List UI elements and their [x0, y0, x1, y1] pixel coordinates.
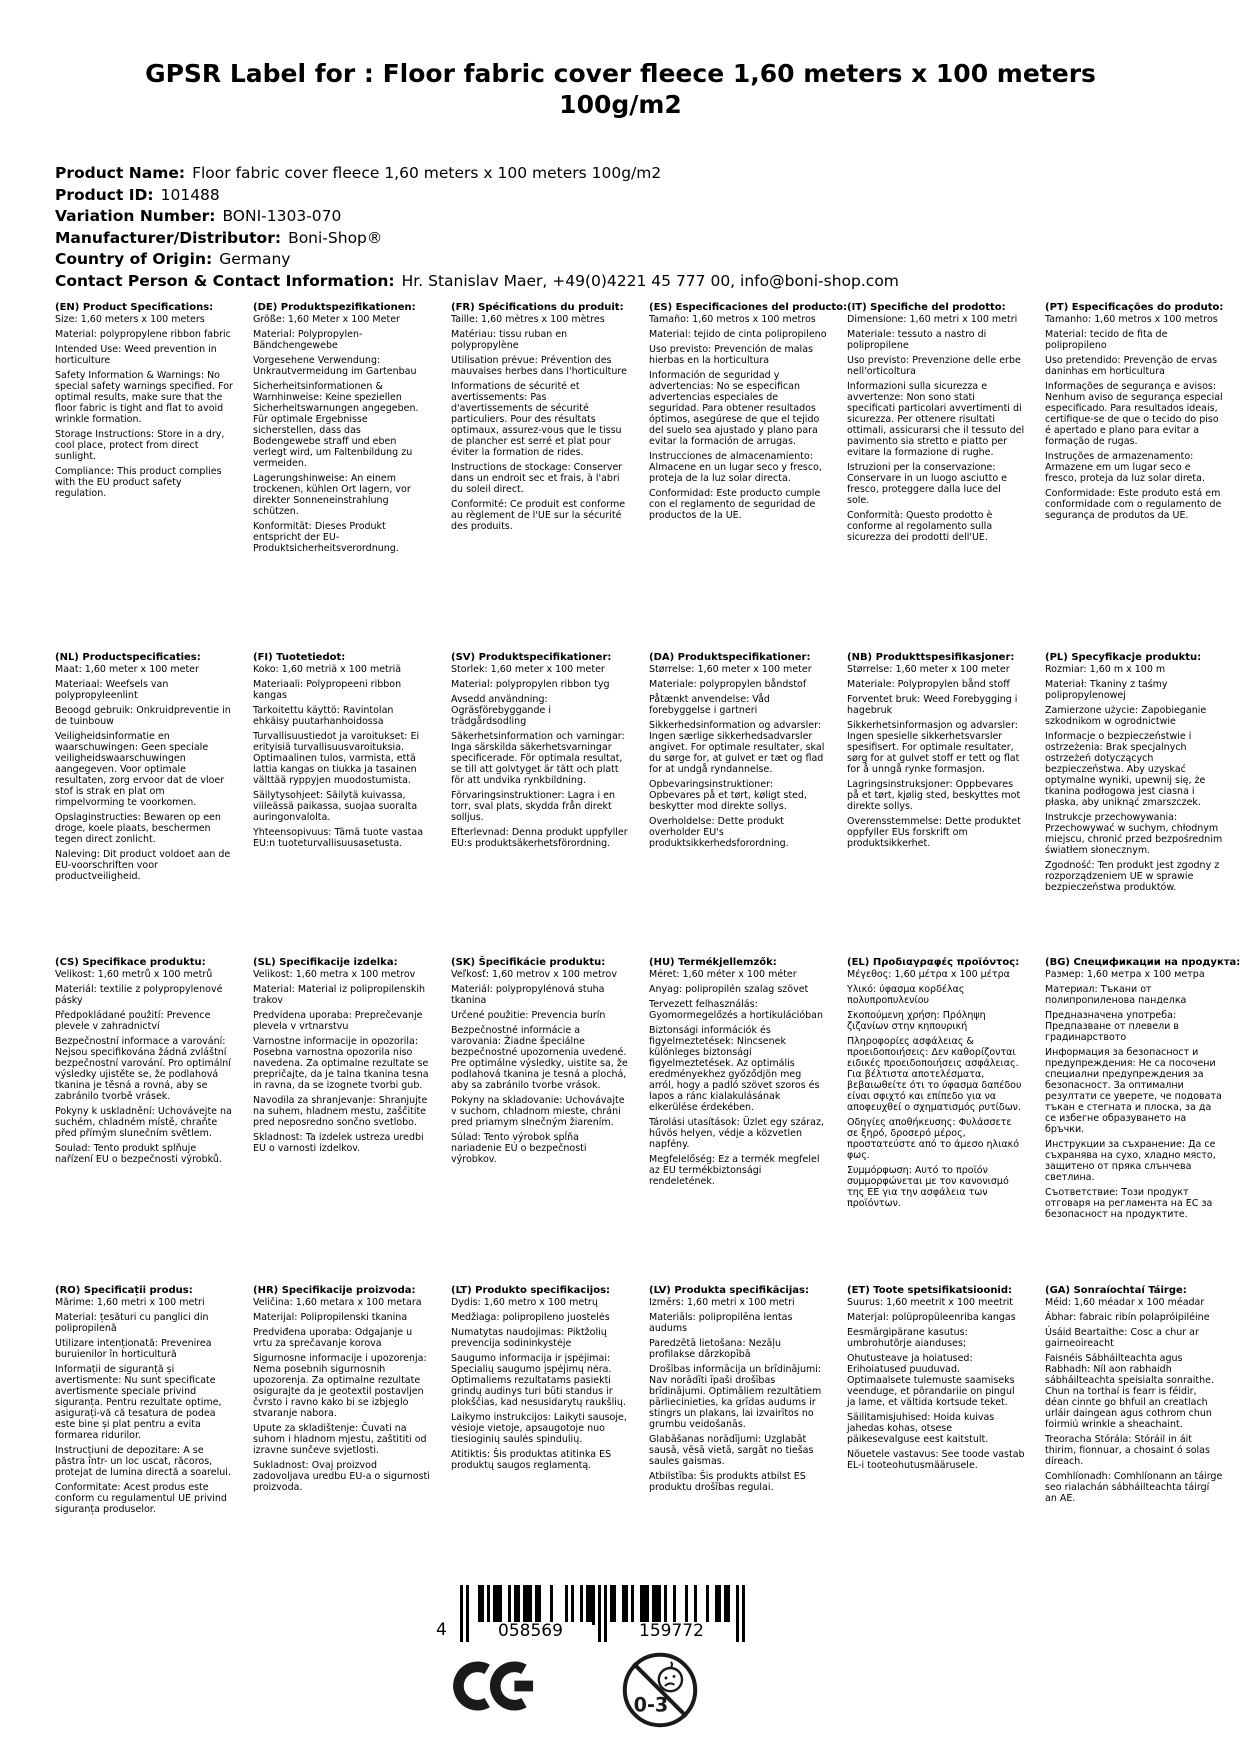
- ce-marking-icon: [452, 1658, 540, 1714]
- spec-block-ro: [55, 1285, 233, 1519]
- spec-paragraph: Glabāšanas norādījumi: Uzglabāt sausā, vēsā vietā, sargāt no tiešas saules gaismas.: [649, 1434, 814, 1467]
- spec-paragraph: Efterlevnad: Denna produkt uppfyller EU:s produktsäkerhetsförordning.: [451, 827, 628, 849]
- spec-paragraph: Sukladnost: Ovaj proizvod zadovoljava uredbu EU-a o sigurnosti proizvoda.: [253, 1460, 430, 1493]
- spec-paragraph: Zamierzone użycie: Zapobieganie szkodnikom w ogrodnictwie: [1045, 705, 1207, 727]
- spec-paragraph: Materiaali: Polypropeeni ribbon kangas: [253, 679, 402, 701]
- spec-block-body: [1045, 1297, 1223, 1504]
- spec-block-title: (SV) Produktspecifikationer:: [451, 652, 612, 663]
- spec-paragraph: Informacje o bezpieczeństwie i ostrzeżenia: Brak specjalnych ostrzeżeń dotyczących bezpieczeństwa. Aby uzyskać optymalne wyniki, upewnij się, że tkanina podłogowa jest ciasna i płaska, aby uniknąć zmarszczek.: [1045, 731, 1206, 808]
- spec-block-et: [847, 1285, 1025, 1519]
- spec-paragraph: Upute za skladištenje: Čuvati na suhom i hladnom mjestu, zaštititi od izravne sunčeve svjetlosti.: [253, 1423, 427, 1456]
- spec-row-1: [55, 302, 1223, 558]
- spec-block-body: [55, 664, 233, 882]
- svg-text:0-3: 0-3: [633, 1693, 669, 1717]
- spec-block-lt: [451, 1285, 629, 1519]
- spec-block-title: (ET) Toote spetsifikatsioonid:: [847, 1285, 1013, 1296]
- info-value: BONI-1303-070: [222, 207, 342, 226]
- spec-paragraph: Dydis: 1,60 metro x 100 metrų: [451, 1297, 598, 1308]
- spec-paragraph: Laikymo instrukcijos: Laikyti sausoje, vėsioje vietoje, apsaugotoje nuo tiesioginių saulės spindulių.: [451, 1412, 627, 1445]
- spec-paragraph: Comhlíonadh: Comhlíonann an táirge seo rialachán sábháilteachta táirgí an AE.: [1045, 1471, 1223, 1504]
- spec-paragraph: Tárolási utasítások: Üzlet egy száraz, hűvös helyen, védje a közvetlen napfény.: [649, 1117, 824, 1150]
- spec-paragraph: Opbevaringsinstruktioner: Opbevares på et tørt, køligt sted, beskytter mod direkte sollys.: [649, 779, 807, 812]
- spec-paragraph: Säilitamisjuhised: Hoida kuivas jahedas kohas, otsese päikesevalguse eest kaitstult.: [847, 1412, 995, 1445]
- spec-paragraph: Förvaringsinstruktioner: Lagra i en torr, sval plats, skydda från direkt solljus.: [451, 790, 616, 823]
- spec-block-body: [253, 664, 431, 849]
- spec-paragraph: Bezpečnostné informácie a varovania: Žiadne špeciálne bezpečnostné upozornenia uvedené. Pre optimálne výsledky, uistite sa, že podlahová tkanina je tesná a plochá, aby sa zabránilo tvorbe vrások.: [451, 1025, 628, 1091]
- spec-paragraph: Materijal: Polipropilenski tkanina: [253, 1312, 408, 1323]
- spec-paragraph: Material: tejido de cinta polipropileno: [649, 329, 827, 340]
- spec-block-title: (NL) Productspecificaties:: [55, 652, 201, 663]
- info-row-product-name: [55, 163, 899, 185]
- spec-block-title: (SK) Špecifikácie produktu:: [451, 957, 606, 968]
- spec-paragraph: Uso previsto: Prevenzione delle erbe nell'orticoltura: [847, 355, 1021, 377]
- info-row-manufacturer: [55, 228, 899, 250]
- spec-block-body: [1045, 314, 1223, 521]
- spec-block-hu: [649, 957, 827, 1224]
- spec-paragraph: Velikost: 1,60 metra x 100 metrov: [253, 969, 416, 980]
- spec-paragraph: Avsedd användning: Ogräsförebyggande i trädgårdsodling: [451, 694, 551, 727]
- spec-paragraph: Drošības informācija un brīdinājumi: Nav norādīti īpaši drošības brīdinājumi. Optimāliem rezultātiem pārliecinieties, ka grīdas audums ir stingrs un plakans, lai izvairītos no grumbu veidošanās.: [649, 1364, 822, 1430]
- spec-paragraph: Treoracha Stórála: Stóráil in áit thirim, fionnuar, a chosaint ó solas díreach.: [1045, 1434, 1210, 1467]
- spec-block-body: [847, 1297, 1025, 1471]
- spec-paragraph: Υλικό: ύφασμα κορδέλας πολυπροπυλενίου: [847, 984, 965, 1006]
- spec-paragraph: Lagringsinstruksjoner: Oppbevares på et tørt, kjølig sted, beskyttes mot direkte sollys.: [847, 779, 1021, 812]
- spec-paragraph: Istruzioni per la conservazione: Conservare in un luogo asciutto e fresco, proteggere dalla luce del sole.: [847, 462, 1008, 506]
- spec-paragraph: Sicherheitsinformationen & Warnhinweise: Keine speziellen Sicherheitswarnungen angegeben. Für optimale Ergebnisse sicherstellen, dass das Bodengewebe straff und eben verlegt wird, um Faltenbildung zu vermeiden.: [253, 381, 419, 469]
- spec-paragraph: Informations de sécurité et avertissements: Pas d'avertissements de sécurité particuliers. Pour des résultats optimaux, assurez-vous que le tissu de plancher est serré et plat pour éviter la formation de rides.: [451, 381, 622, 458]
- spec-paragraph: Sigurnosne informacije i upozorenja: Nema posebnih sigurnosnih upozorenja. Za optimalne rezultate osigurajte da je geotextil postavljen čvrsto i ravno kako bi se izbjeglo stvaranje nabora.: [253, 1353, 427, 1419]
- spec-paragraph: Säilytysohjeet: Säilytä kuivassa, viileässä paikassa, suojaa suoralta auringonvalolta.: [253, 790, 418, 823]
- spec-block-title: (FI) Tuotetiedot:: [253, 652, 346, 663]
- spec-block-body: [451, 314, 629, 532]
- spec-block-title: (PL) Specyfikacje produktu:: [1045, 652, 1202, 663]
- spec-block-body: [1045, 664, 1223, 893]
- info-label: Country of Origin:: [55, 250, 213, 269]
- spec-block-body: [649, 1297, 827, 1493]
- spec-paragraph: Sikkerhedsinformation og advarsler: Ingen særlige sikkerhedsadvarsler angivet. For optimale resultater, skal du sørge for, at gulvet er tæt og flad for at undgå ryndannelse.: [649, 720, 825, 775]
- spec-paragraph: Uso pretendido: Prevenção de ervas daninhas em horticultura: [1045, 355, 1218, 377]
- spec-block-da: [649, 652, 827, 897]
- spec-block-body: [253, 314, 431, 554]
- spec-paragraph: Ábhar: fabraic ribín polapróipiléine: [1045, 1312, 1210, 1323]
- spec-paragraph: Materiale: tessuto a nastro di polipropilene: [847, 329, 987, 351]
- spec-paragraph: Información de seguridad y advertencias: No se especifican advertencias especiales de seguridad. Para obtener resultados óptimos, asegúrese de que el tejido del suelo sea ajustado y plano para evitar la formación de arrugas.: [649, 370, 820, 447]
- spec-block-body: [55, 314, 233, 499]
- spec-paragraph: Medžiaga: polipropileno juostelės: [451, 1312, 610, 1323]
- info-label: Contact Person & Contact Information:: [55, 271, 395, 290]
- spec-block-sl: [253, 957, 431, 1224]
- spec-paragraph: Overholdelse: Dette produkt overholder EU's produktsikkerhedsforordning.: [649, 816, 789, 849]
- spec-row-4: [55, 1285, 1223, 1519]
- spec-paragraph: Utilisation prévue: Prévention des mauvaises herbes dans l'horticulture: [451, 355, 627, 377]
- info-value: Floor fabric cover fleece 1,60 meters x 100 meters 100g/m2: [192, 164, 662, 182]
- spec-paragraph: Veiligheidsinformatie en waarschuwingen: Geen speciale veiligheidswaarschuwingen aangegeven. Voor optimale resultaten, zorg ervoor dat de vloer stof is strak en plat om rimpelvorming te voorkomen.: [55, 731, 225, 808]
- info-row-product-id: [55, 185, 899, 207]
- spec-block-lv: [649, 1285, 827, 1519]
- spec-block-title: (DE) Produktspezifikationen:: [253, 302, 416, 313]
- spec-paragraph: Forventet bruk: Weed Forebygging i hagebruk: [847, 694, 1018, 716]
- info-row-contact: [55, 271, 899, 293]
- spec-block-fi: [253, 652, 431, 897]
- spec-paragraph: Materiale: Polypropylen bånd stoff: [847, 679, 1010, 690]
- spec-paragraph: Rozmiar: 1,60 m x 100 m: [1045, 664, 1166, 675]
- spec-paragraph: Instruções de armazenamento: Armazene em um lugar seco e fresco, proteja da luz solar direta.: [1045, 451, 1205, 484]
- ean13-barcode: [436, 1585, 745, 1649]
- spec-paragraph: Informazioni sulla sicurezza e avvertenze: Non sono stati specificati particolari avvertimenti di sicurezza. Per ottenere risultati ottimali, assicurarsi che il tessuto del pavimento sia stretto e piatto per evitare la formazione di rughe.: [847, 381, 1025, 458]
- spec-paragraph: Opslaginstructies: Bewaren op een droge, koele plaats, beschermen tegen direct zonlicht.: [55, 812, 221, 845]
- spec-paragraph: Συμμόρφωση: Αυτό το προϊόν συμμορφώνεται με τον κανονισμό της ΕΕ για την ασφάλεια των προϊόντων.: [847, 1165, 1009, 1209]
- spec-block-nl: [55, 652, 233, 897]
- info-label: Variation Number:: [55, 207, 216, 226]
- spec-block-body: [649, 969, 827, 1187]
- spec-paragraph: Ohutusteave ja hoiatused: Erihoiatused puuduvad. Optimaalsete tulemuste saamiseks veenduge, et põrandariie on pingul ja lame, et vältida kortsude teket.: [847, 1353, 1015, 1408]
- spec-paragraph: Conformité: Ce produit est conforme au règlement de l'UE sur la sécurité des produits.: [451, 499, 626, 532]
- spec-paragraph: Predvidena uporaba: Preprečevanje plevela v vrtnarstvu: [253, 1010, 423, 1032]
- spec-block-title: (FR) Spécifications du produit:: [451, 302, 624, 313]
- spec-paragraph: Informações de segurança e avisos: Nenhum aviso de segurança especial especificado. Para resultados ideais, certifique-se de que o tecido do piso é apertado e plano para evitar a formação de rugas.: [1045, 381, 1223, 447]
- spec-paragraph: Suurus: 1,60 meetrit x 100 meetrit: [847, 1297, 1014, 1308]
- barcode-digits-group2: 159772: [610, 1622, 733, 1641]
- spec-paragraph: Pokyny na skladovanie: Uchovávajte v suchom, chladnom mieste, chráni pred priamym slnečným žiarením.: [451, 1095, 625, 1128]
- spec-block-body: [253, 1297, 431, 1493]
- spec-block-hr: [253, 1285, 431, 1519]
- barcode-digit-left: 4: [436, 1620, 447, 1640]
- spec-block-body: [1045, 969, 1223, 1220]
- spec-paragraph: Méret: 1,60 méter x 100 méter: [649, 969, 797, 980]
- info-label: Manufacturer/Distributor:: [55, 228, 282, 247]
- spec-block-title: (IT) Specifiche del prodotto:: [847, 302, 1006, 313]
- spec-paragraph: Veličina: 1,60 metara x 100 metara: [253, 1297, 422, 1308]
- spec-paragraph: Storlek: 1,60 meter x 100 meter: [451, 664, 605, 675]
- spec-block-title: (BG) Спецификации на продукта:: [1045, 957, 1241, 968]
- spec-paragraph: Beoogd gebruik: Onkruidpreventie in de tuinbouw: [55, 705, 231, 727]
- spec-paragraph: Utilizare intenționată: Prevenirea buruienilor în horticultură: [55, 1338, 212, 1360]
- spec-paragraph: Faisnéis Sábháilteachta agus Rabhadh: Níl aon rabhaidh sábháilteachta speisialta sonraithe. Chun na torthaí is fearr is féidir, déan cinnte go bhfuil an creatlach urláir daingean agus cothrom chun foirmiú wrinkle a sheachaint.: [1045, 1353, 1214, 1430]
- spec-paragraph: Velikost: 1,60 metrů x 100 metrů: [55, 969, 213, 980]
- spec-paragraph: Atitiktis: Šis produktas atitinka ES produktų saugos reglamentą.: [451, 1449, 612, 1471]
- spec-block-ga: [1045, 1285, 1223, 1519]
- spec-block-body: [253, 969, 431, 1154]
- spec-paragraph: Biztonsági információk és figyelmeztetések: Nincsenek különleges biztonsági figyelmeztetések. Az optimális eredményekhez győződjön meg arról, hogy a padló szövet szoros és lapos a ránc kialakulásának elkerülése érdekében.: [649, 1025, 820, 1113]
- spec-paragraph: Предназначена употреба: Предпазване от плевели в градинарството: [1045, 1010, 1179, 1043]
- spec-paragraph: Numatytas naudojimas: Piktžolių prevencija sodininkystėje: [451, 1327, 607, 1349]
- spec-paragraph: Overensstemmelse: Dette produktet oppfyller EUs forskrift om produktsikkerhet.: [847, 816, 1021, 849]
- spec-paragraph: Intended Use: Weed prevention in horticulture: [55, 344, 217, 366]
- spec-paragraph: Materiale: polypropylen båndstof: [649, 679, 807, 690]
- spec-block-title: (DA) Produktspecifikationer:: [649, 652, 811, 663]
- spec-paragraph: Maat: 1,60 meter x 100 meter: [55, 664, 199, 675]
- spec-paragraph: Bezpečnostní informace a varování: Nejsou specifikována žádná zvláštní bezpečnostní varování. Pro optimální výsledky ujistěte se, že podlahová tkanina je těsná a rovná, aby se zabránilo tvorbě vrásek.: [55, 1036, 231, 1102]
- spec-paragraph: Μέγεθος: 1,60 μέτρα x 100 μέτρα: [847, 969, 1010, 980]
- spec-paragraph: Anyag: polipropilén szalag szövet: [649, 984, 809, 995]
- spec-paragraph: Conformità: Questo prodotto è conforme al regolamento sulla sicurezza dei prodotti dell'UE.: [847, 510, 993, 543]
- spec-block-body: [55, 1297, 233, 1515]
- spec-block-nb: [847, 652, 1025, 897]
- spec-block-it: [847, 302, 1025, 558]
- spec-block-body: [55, 969, 233, 1165]
- spec-paragraph: Konformität: Dieses Produkt entspricht der EU-Produktsicherheitsverordnung.: [253, 521, 399, 554]
- spec-block-title: (LV) Produkta specifikācijas:: [649, 1285, 809, 1296]
- spec-block-body: [451, 1297, 629, 1471]
- spec-block-title: (SL) Specifikacije izdelka:: [253, 957, 398, 968]
- spec-paragraph: Materiál: polypropylénová stuha tkanina: [451, 984, 605, 1006]
- spec-paragraph: Izmērs: 1,60 metri x 100 metri: [649, 1297, 795, 1308]
- spec-paragraph: Conformidad: Este producto cumple con el reglamento de seguridad de productos de la UE.: [649, 488, 821, 521]
- spec-paragraph: Materiál: textilie z polypropylenové pásky: [55, 984, 223, 1006]
- spec-block-title: (EN) Product Specifications:: [55, 302, 214, 313]
- spec-paragraph: Uso previsto: Prevención de malas hierbas en la horticultura: [649, 344, 813, 366]
- spec-paragraph: Material: Material iz polipropilenskih trakov: [253, 984, 426, 1006]
- spec-row-3: [55, 957, 1241, 1224]
- spec-block-sk: [451, 957, 629, 1224]
- spec-block-title: (PT) Especificações do produto:: [1045, 302, 1224, 313]
- spec-paragraph: Πληροφορίες ασφάλειας & προειδοποιήσεις: Δεν καθορίζονται ειδικές προειδοποιήσεις ασφάλειας. Για βέλτιστα αποτελέσματα, βεβαιωθείτε ότι το ύφασμα δαπέδου είναι σφιχτό και επίπεδο για να αποφευχθεί ο σχηματισμός ρυτίδων.: [847, 1036, 1022, 1113]
- info-value: Hr. Stanislav Maer, +49(0)4221 45 777 00, info@boni-shop.com: [401, 271, 899, 290]
- info-value: 101488: [160, 185, 220, 204]
- spec-paragraph: Naleving: Dit product voldoet aan de EU-voorschriften voor productveiligheid.: [55, 849, 231, 882]
- spec-paragraph: Οδηγίες αποθήκευσης: Φυλάσσετε σε ξηρό, δροσερό μέρος, προστατεύστε από το άμεσο ηλιακό φως.: [847, 1117, 1020, 1161]
- info-label: Product Name:: [55, 164, 186, 182]
- spec-paragraph: Nõuetele vastavus: See toode vastab EL-i tooteohutusmäärusele.: [847, 1449, 1025, 1471]
- spec-paragraph: Størrelse: 1,60 meter x 100 meter: [847, 664, 1010, 675]
- spec-paragraph: Dimensione: 1,60 metri x 100 metri: [847, 314, 1018, 325]
- spec-block-title: (RO) Specificații produs:: [55, 1285, 193, 1296]
- title-wrap: [0, 58, 1241, 120]
- spec-block-sv: [451, 652, 629, 897]
- spec-paragraph: Instructions de stockage: Conserver dans un endroit sec et frais, à l'abri du soleil direct.: [451, 462, 623, 495]
- spec-block-body: [649, 314, 827, 521]
- spec-paragraph: Materiał: Tkaniny z taśmy polipropylenowej: [1045, 679, 1168, 701]
- spec-paragraph: Tarkoitettu käyttö: Ravintolan ehkäisy puutarhanhoidossa: [253, 705, 394, 727]
- spec-paragraph: Информация за безопасност и предупреждения: Не са посочени специални предупреждения за безопасност. За оптимални резултати се уверете, че подовата тъкан е стегната и плоска, за да се избегне образуването на бръчки.: [1045, 1047, 1222, 1135]
- spec-paragraph: Predviđena uporaba: Odgajanje u vrtu za sprečavanje korova: [253, 1327, 413, 1349]
- info-row-variation-number: [55, 206, 899, 228]
- spec-paragraph: Safety Information & Warnings: No special safety warnings specified. For optimal results, make sure that the floor fabric is tight and flat to avoid wrinkle formation.: [55, 370, 233, 425]
- spec-paragraph: Material: țesături cu panglici din polipropilenă: [55, 1312, 209, 1334]
- spec-paragraph: Material: polypropylene ribbon fabric: [55, 329, 231, 340]
- spec-block-pl: [1045, 652, 1223, 897]
- spec-block-bg: [1045, 957, 1241, 1224]
- spec-paragraph: Koko: 1,60 metriä x 100 metriä: [253, 664, 402, 675]
- product-info: [55, 163, 899, 293]
- info-label: Product ID:: [55, 185, 154, 204]
- spec-paragraph: Varnostne informacije in opozorila: Posebna varnostna opozorila niso navedena. Za optimalne rezultate se prepričajte, da je talna tkanina tesna in ravna, da se izognete tvorbi gub.: [253, 1036, 429, 1091]
- barcode-bar-unit: [742, 1585, 745, 1642]
- spec-paragraph: Material: Polypropylen-Bändchengewebe: [253, 329, 363, 351]
- spec-paragraph: Materiaal: Weefsels van polypropyleenlint: [55, 679, 169, 701]
- spec-paragraph: Turvallisuustiedot ja varoitukset: Ei erityisiä turvallisuusvaroituksia. Optimaalinen tulos, varmista, että lattia kangas on tiukka ja tasainen välttää ryppyjen muodostumista.: [253, 731, 420, 786]
- spec-paragraph: Eesmärgipärane kasutus: umbrohutõrje aianduses;: [847, 1327, 968, 1349]
- spec-block-es: [649, 302, 848, 558]
- spec-block-body: [451, 969, 629, 1165]
- spec-paragraph: Tamaño: 1,60 metros x 100 metros: [649, 314, 816, 325]
- spec-paragraph: Súlad: Tento výrobok spĺňa nariadenie EÚ o bezpečnosti výrobkov.: [451, 1132, 587, 1165]
- spec-paragraph: Veľkosť: 1,60 metrov x 100 metrov: [451, 969, 617, 980]
- spec-block-title: (ES) Especificaciones del producto:: [649, 302, 848, 313]
- spec-paragraph: Zgodność: Ten produkt jest zgodny z rozporządzeniem UE w sprawie bezpieczeństwa produktów.: [1045, 860, 1220, 893]
- spec-paragraph: Vorgesehene Verwendung: Unkrautvermeidung im Gartenbau: [253, 355, 417, 377]
- spec-paragraph: Size: 1,60 meters x 100 meters: [55, 314, 205, 325]
- spec-paragraph: Paredzētā lietošana: Nezāļu profilakse dārzkopībā: [649, 1338, 782, 1360]
- spec-paragraph: Taille: 1,60 mètres x 100 mètres: [451, 314, 605, 325]
- spec-block-body: [649, 664, 827, 849]
- spec-block-cs: [55, 957, 233, 1224]
- page-title: GPSR Label for : Floor fabric cover fleece 1,60 meters x 100 meters 100g/m2: [145, 59, 1096, 119]
- spec-paragraph: Soulad: Tento produkt splňuje nařízení EU o bezpečnosti výrobků.: [55, 1143, 222, 1165]
- spec-paragraph: Skladnost: Ta izdelek ustreza uredbi EU o varnosti izdelkov.: [253, 1132, 424, 1154]
- spec-paragraph: Инструкции за съхранение: Да се съхранява на сухо, хладно място, защитено от пряка слънчева светлина.: [1045, 1139, 1216, 1183]
- spec-paragraph: Compliance: This product complies with the EU product safety regulation.: [55, 466, 222, 499]
- spec-block-body: [847, 314, 1025, 543]
- spec-paragraph: Megfelelőség: Ez a termék megfelel az EU termékbiztonsági rendeletének.: [649, 1154, 820, 1187]
- spec-block-title: (GA) Sonraíochtaí Táirge:: [1045, 1285, 1187, 1296]
- spec-block-title: (NB) Produkttspesifikasjoner:: [847, 652, 1015, 663]
- spec-paragraph: Tervezett felhasználás: Gyomormegelőzés a hortikulációban: [649, 999, 824, 1021]
- spec-paragraph: Materjal: polüpropüleenriba kangas: [847, 1312, 1016, 1323]
- spec-block-title: (LT) Produkto specifikacijos:: [451, 1285, 611, 1296]
- spec-paragraph: Yhteensopivuus: Tämä tuote vastaa EU:n tuoteturvallisuusasetusta.: [253, 827, 424, 849]
- spec-paragraph: Atbilstība: Šis produkts atbilst ES produktu drošības regulai.: [649, 1471, 806, 1493]
- spec-paragraph: Materiāls: polipropilēna lentas audums: [649, 1312, 793, 1334]
- info-value: Boni-Shop®: [288, 228, 383, 247]
- spec-paragraph: Mărime: 1,60 metri x 100 metri: [55, 1297, 205, 1308]
- spec-paragraph: Pokyny k uskladnění: Uchovávejte na suchém, chladném místě, chraňte před přímým slunečním světlem.: [55, 1106, 232, 1139]
- spec-paragraph: Instrukcje przechowywania: Przechowywać w suchym, chłodnym miejscu, chronić przed bezpośrednim światłem słonecznym.: [1045, 812, 1223, 856]
- spec-paragraph: Størrelse: 1,60 meter x 100 meter: [649, 664, 812, 675]
- spec-block-en: [55, 302, 233, 558]
- spec-block-de: [253, 302, 431, 558]
- spec-paragraph: Материал: Тъкани от полипропиленова панделка: [1045, 984, 1187, 1006]
- spec-block-fr: [451, 302, 629, 558]
- spec-block-body: [847, 664, 1025, 849]
- spec-paragraph: Storage Instructions: Store in a dry, cool place, protect from direct sunlight.: [55, 429, 225, 462]
- barcode-digits-group1: 058569: [469, 1622, 592, 1641]
- spec-paragraph: Conformitate: Acest produs este conform cu regulamentul UE privind siguranța produselor.: [55, 1482, 227, 1515]
- spec-paragraph: Matériau: tissu ruban en polypropylène: [451, 329, 568, 351]
- spec-paragraph: Säkerhetsinformation och varningar: Inga särskilda säkerhetsvarningar specificerade. För optimala resultat, se till att golvtyget är tätt och platt för att undvika rynkbildning.: [451, 731, 625, 786]
- spec-block-body: [847, 969, 1025, 1209]
- spec-paragraph: Conformidade: Este produto está em conformidade com o regulamento de segurança de produtos da UE.: [1045, 488, 1222, 521]
- spec-paragraph: Размер: 1,60 метра x 100 метра: [1045, 969, 1205, 980]
- spec-paragraph: Navodila za shranjevanje: Shranjujte na suhem, hladnem mestu, zaščitite pred neposredno sončno svetlobo.: [253, 1095, 428, 1128]
- spec-paragraph: Съответствие: Този продукт отговаря на регламента на ЕС за безопасност на продуктите.: [1045, 1187, 1213, 1220]
- spec-block-title: (CS) Specifikace produktu:: [55, 957, 206, 968]
- spec-paragraph: Instrucciones de almacenamiento: Almacene en un lugar seco y fresco, proteja de la luz solar directa.: [649, 451, 822, 484]
- spec-paragraph: Informații de siguranță și avertismente: Nu sunt specificate avertismente speciale privind siguranța. Pentru rezultate optime, asigurați-vă că tesatura de podea este bine și plat pentru a evita formarea ridurilor.: [55, 1364, 222, 1441]
- spec-paragraph: Größe: 1,60 Meter x 100 Meter: [253, 314, 400, 325]
- spec-paragraph: Instrucțiuni de depozitare: A se păstra într- un loc uscat, răcoros, protejat de lumina directă a soarelui.: [55, 1445, 231, 1478]
- spec-paragraph: Tamanho: 1,60 metros x 100 metros: [1045, 314, 1218, 325]
- spec-block-title: (EL) Προδιαγραφές προϊόντος:: [847, 957, 1020, 968]
- spec-paragraph: Påtænkt anvendelse: Våd forebyggelse i gartneri: [649, 694, 770, 716]
- spec-block-pt: [1045, 302, 1223, 558]
- spec-paragraph: Předpokládané použití: Prevence plevele v zahradnictví: [55, 1010, 211, 1032]
- spec-block-title: (HR) Specifikacije proizvoda:: [253, 1285, 416, 1296]
- spec-paragraph: Určené použitie: Prevencia burín: [451, 1010, 606, 1021]
- spec-paragraph: Material: polypropylen ribbon tyg: [451, 679, 610, 690]
- spec-row-2: [55, 652, 1223, 897]
- spec-block-title: (HU) Termékjellemzők:: [649, 957, 777, 968]
- spec-paragraph: Sikkerhetsinformasjon og advarsler: Ingen spesielle sikkerhetsvarsler spesifisert. For optimale resultater, sørg for at gulvet stoff er tett og flat for å unngå rynke formasjon.: [847, 720, 1020, 775]
- spec-block-el: [847, 957, 1025, 1224]
- spec-paragraph: Material: tecido de fita de polipropileno: [1045, 329, 1168, 351]
- info-row-country-of-origin: [55, 249, 899, 271]
- age-warning-0-3-icon: [620, 1650, 700, 1730]
- info-value: Germany: [219, 250, 291, 269]
- spec-block-body: [451, 664, 629, 849]
- spec-paragraph: Méid: 1,60 méadar x 100 méadar: [1045, 1297, 1205, 1308]
- spec-paragraph: Lagerungshinweise: An einem trockenen, kühlen Ort lagern, vor direkter Sonneneinstrahlung schützen.: [253, 473, 411, 517]
- spec-paragraph: Úsáid Beartaithe: Cosc a chur ar gairneoireacht: [1045, 1327, 1199, 1349]
- spec-paragraph: Σκοπούμενη χρήση: Πρόληψη ζιζανίων στην κηπουρική: [847, 1010, 986, 1032]
- spec-paragraph: Saugumo informacija ir įspėjimai: Specialių saugumo įspėjimų nėra. Optimaliems rezultatams pasiekti grindų audinys turi būti standus ir plokščias, kad nesusidarytų raukšlių.: [451, 1353, 626, 1408]
